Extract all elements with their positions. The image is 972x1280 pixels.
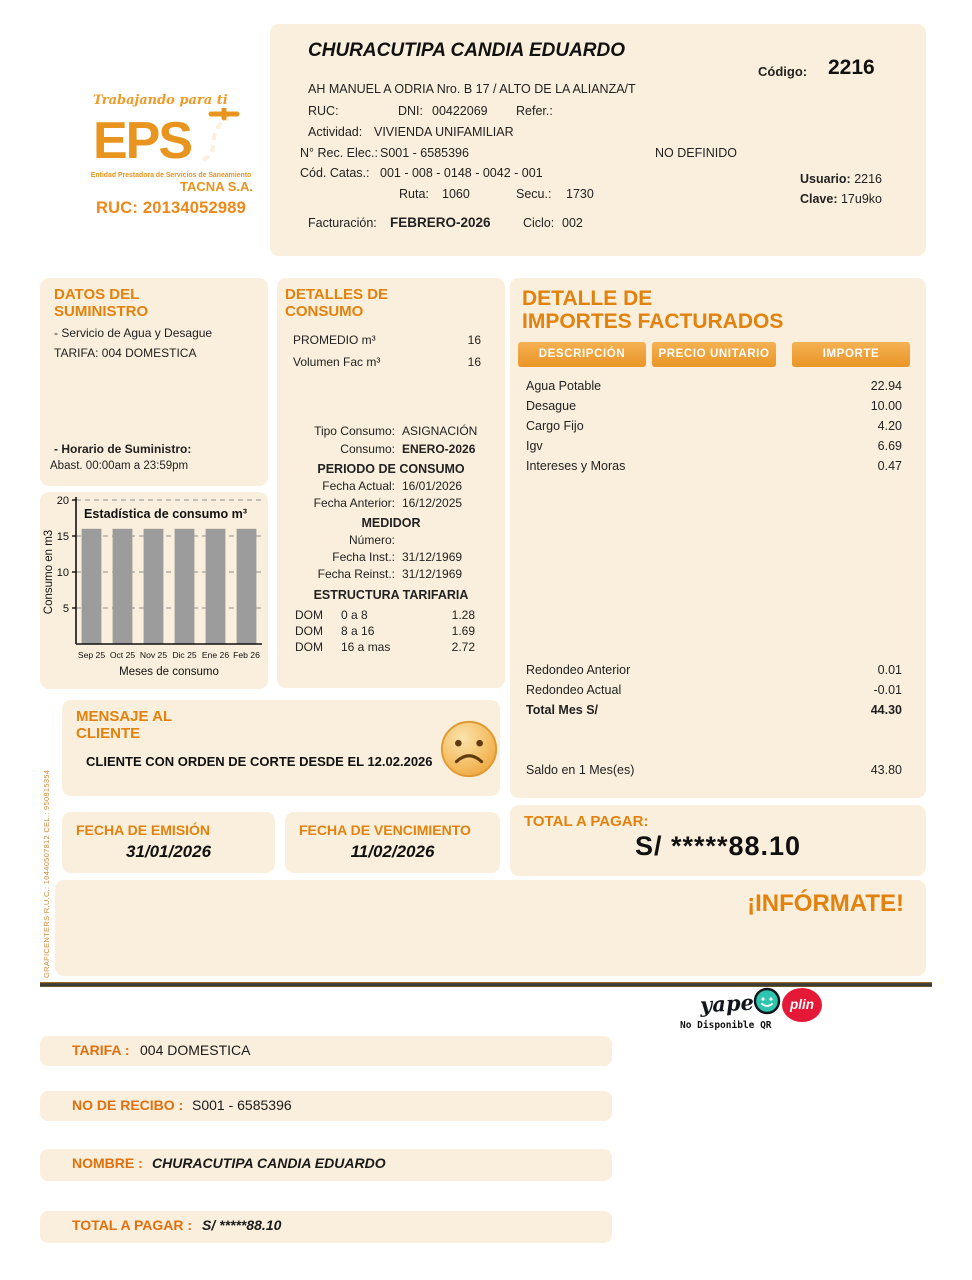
consumo-title: DETALLES DE CONSUMO xyxy=(285,286,389,320)
tarifa-cell: 0 a 8 xyxy=(341,608,368,622)
facturacion-label: Facturación: xyxy=(308,216,377,230)
fecha-actual-label: Fecha Actual: xyxy=(322,479,395,493)
consumption-chart xyxy=(40,492,268,694)
actividad-value: VIVIENDA UNIFAMILIAR xyxy=(374,125,514,139)
row-importe: -0.01 xyxy=(873,683,902,697)
svg-text:Ene 26: Ene 26 xyxy=(201,650,230,660)
importes-title-line2: IMPORTES FACTURADOS xyxy=(522,309,784,333)
recibo-field xyxy=(40,1091,612,1121)
suministro-title: DATOS DEL SUMINISTRO xyxy=(54,286,149,320)
secu-label: Secu.: xyxy=(516,187,552,201)
dni-label: DNI: xyxy=(398,104,423,118)
importe-row xyxy=(510,376,926,396)
volumen-row xyxy=(277,352,505,372)
fecha-anterior-value: 16/12/2025 xyxy=(402,496,463,510)
fecha-inst-value: 31/12/1969 xyxy=(402,550,463,564)
redondeo-row xyxy=(510,660,926,680)
volumen-label: Volumen Fac m³ xyxy=(293,355,381,369)
facturacion-value: FEBRERO-2026 xyxy=(390,215,491,230)
total-mes-value: 44.30 xyxy=(870,703,902,717)
promedio-row xyxy=(277,330,505,350)
col-header-descripcion: DESCRIPCIÓN xyxy=(518,342,646,367)
logo-subtitle: Entidad Prestadora de Servicios de Saneamiento xyxy=(90,172,252,179)
horario-label: - Horario de Suministro: xyxy=(54,442,192,456)
col-header-importe: IMPORTE xyxy=(792,342,910,367)
informate-panel xyxy=(55,880,926,976)
recibo-field-label: NO DE RECIBO : xyxy=(72,1097,184,1113)
importe-row xyxy=(510,396,926,416)
row-desc: Cargo Fijo xyxy=(526,419,584,433)
rec-elec-value: S001 - 6585396 xyxy=(380,146,469,160)
row-desc: Igv xyxy=(526,439,543,453)
faucet-icon xyxy=(211,109,237,118)
total-mes-row xyxy=(510,700,926,720)
tarifa-row xyxy=(277,624,505,640)
logo-ruc: RUC: 20134052989 xyxy=(96,199,246,217)
usuario-label: Usuario: xyxy=(800,172,851,186)
row-desc: Redondeo Actual xyxy=(526,683,622,697)
total-pagar-panel xyxy=(510,805,926,876)
fecha-vencimiento-title: FECHA DE VENCIMIENTO xyxy=(299,822,471,838)
tarifa-cell: DOM xyxy=(295,608,323,622)
saldo-value: 43.80 xyxy=(870,763,902,777)
consumo-mes-row xyxy=(277,442,505,456)
total-field xyxy=(40,1211,612,1243)
clave-row xyxy=(800,192,882,206)
tarifa-field-label: TARIFA : xyxy=(72,1042,130,1058)
tarifa-field xyxy=(40,1036,612,1066)
ruta-label: Ruta: xyxy=(399,187,429,201)
redondeo-row xyxy=(510,680,926,700)
usuario-value: 2216 xyxy=(854,172,882,186)
fecha-actual-value: 16/01/2026 xyxy=(402,479,463,493)
fecha-anterior-row xyxy=(277,496,505,510)
logo-tagline: Trabajando para ti xyxy=(93,93,228,108)
promedio-label: PROMEDIO m³ xyxy=(293,333,376,347)
company-logo xyxy=(85,93,257,225)
row-importe: 22.94 xyxy=(870,379,902,393)
row-desc: Agua Potable xyxy=(526,379,602,393)
total-pagar-value: S/ *****88.10 xyxy=(634,831,802,861)
svg-text:Estadística de consumo m³: Estadística de consumo m³ xyxy=(84,507,248,521)
refer-label: Refer.: xyxy=(516,104,553,118)
catastro-label: Cód. Catas.: xyxy=(300,166,370,180)
promedio-value: 16 xyxy=(467,333,481,347)
rec-elec-label: N° Rec. Elec.: xyxy=(300,146,378,160)
tarifa-cell: 1.69 xyxy=(451,624,475,638)
medidor-title: MEDIDOR xyxy=(361,516,421,530)
logo-brand-text: EPS xyxy=(93,112,192,166)
recibo-field-value: S001 - 6585396 xyxy=(192,1097,292,1113)
fecha-vencimiento-panel xyxy=(285,812,500,873)
fecha-reinst-row xyxy=(277,567,505,581)
secu-value: 1730 xyxy=(566,187,594,201)
ciclo-label: Ciclo: xyxy=(523,216,555,230)
nombre-field-value: CHURACUTIPA CANDIA EDUARDO xyxy=(152,1155,386,1171)
sad-face-icon xyxy=(438,718,500,780)
row-desc: Redondeo Anterior xyxy=(526,663,631,677)
nombre-field-label: NOMBRE : xyxy=(72,1155,143,1171)
importe-row xyxy=(510,436,926,456)
tarifa-cell: 16 a mas xyxy=(341,640,391,654)
servicio-line: - Servicio de Agua y Desague xyxy=(54,326,213,340)
svg-text:15: 15 xyxy=(56,531,69,543)
importes-rows xyxy=(510,376,926,476)
periodo-title: PERIODO DE CONSUMO xyxy=(317,462,465,476)
col-header-precio-unitario: PRECIO UNITARIO xyxy=(652,342,776,367)
total-field-value: S/ *****88.10 xyxy=(202,1217,282,1233)
row-importe: 6.69 xyxy=(877,439,902,453)
codigo-label: Código: xyxy=(758,64,808,79)
customer-address: AH MANUEL A ODRIA Nro. B 17 / ALTO DE LA ALIANZA/T xyxy=(308,82,636,96)
svg-text:Dic 25: Dic 25 xyxy=(172,650,197,660)
row-importe: 10.00 xyxy=(870,399,902,413)
horario-value: Abast. 00:00am a 23:59pm xyxy=(50,460,189,472)
logo-company: TACNA S.A. xyxy=(180,179,253,194)
codigo-value: 2216 xyxy=(828,56,875,79)
tipo-consumo-row xyxy=(277,424,505,438)
saldo-label: Saldo en 1 Mes(es) xyxy=(526,763,635,777)
estructura-title: ESTRUCTURA TARIFARIA xyxy=(313,588,469,602)
section-divider xyxy=(40,982,932,987)
clave-value: 17u9ko xyxy=(840,192,882,206)
row-importe: 4.20 xyxy=(877,419,902,433)
volumen-value: 16 xyxy=(467,355,481,369)
fecha-emision-title: FECHA DE EMISIÓN xyxy=(76,822,211,838)
tarifa-cell: 1.28 xyxy=(451,608,475,622)
svg-text:20: 20 xyxy=(56,495,69,507)
yape-bubble-icon xyxy=(753,987,781,1015)
fecha-reinst-label: Fecha Reinst.: xyxy=(317,567,395,581)
catastro-value: 001 - 008 - 0148 - 0042 - 001 xyxy=(380,166,543,180)
yape-logo: yape xyxy=(699,989,755,1018)
mensaje-title xyxy=(76,709,172,743)
fecha-emision-panel xyxy=(62,812,275,873)
svg-text:Feb 26: Feb 26 xyxy=(233,650,260,660)
tarifa-row xyxy=(277,608,505,624)
numero-label: Número: xyxy=(348,533,395,547)
fecha-emision-value: 31/01/2026 xyxy=(125,842,212,861)
tipo-value: ASIGNACIÓN xyxy=(402,424,478,438)
actividad-label: Actividad: xyxy=(308,125,363,139)
customer-name: CHURACUTIPA CANDIA EDUARDO xyxy=(308,40,626,61)
tarifa-cell: DOM xyxy=(295,624,323,638)
ruta-value: 1060 xyxy=(442,187,470,201)
importes-title xyxy=(522,288,902,333)
suministro-panel xyxy=(40,278,268,486)
total-field-label: TOTAL A PAGAR : xyxy=(72,1217,193,1233)
tarifa-field-value: 004 DOMESTICA xyxy=(140,1042,251,1058)
fecha-reinst-value: 31/12/1969 xyxy=(402,567,463,581)
fecha-anterior-label: Fecha Anterior: xyxy=(313,496,395,510)
fecha-inst-row xyxy=(277,550,505,564)
row-importe: 0.01 xyxy=(877,663,902,677)
clave-label: Clave: xyxy=(799,192,838,206)
nombre-field xyxy=(40,1149,612,1181)
row-importe: 0.47 xyxy=(877,459,902,473)
mensaje-title-line1: MENSAJE AL xyxy=(76,708,173,725)
informate-text: ¡INFÓRMATE! xyxy=(747,890,904,917)
total-mes-label: Total Mes S/ xyxy=(526,703,599,717)
tarifa-cell: 2.72 xyxy=(451,640,475,654)
mensaje-text: CLIENTE CON ORDEN DE CORTE DESDE EL 12.02.2026 xyxy=(86,754,433,769)
row-desc: Desague xyxy=(526,399,577,413)
fecha-actual-row xyxy=(277,479,505,493)
eps-logo-icon xyxy=(91,108,251,166)
numero-row xyxy=(277,533,505,547)
svg-text:10: 10 xyxy=(56,567,69,579)
plin-logo: plin xyxy=(782,988,822,1022)
saldo-row xyxy=(510,760,926,780)
svg-text:Nov 25: Nov 25 xyxy=(139,650,168,660)
fecha-inst-label: Fecha Inst.: xyxy=(332,550,395,564)
redondeo-rows xyxy=(510,660,926,700)
tarifa-row xyxy=(277,640,505,656)
consumo-label: Consumo: xyxy=(340,442,395,456)
total-pagar-label: TOTAL A PAGAR: xyxy=(524,813,649,830)
ciclo-value: 002 xyxy=(562,216,583,230)
tarifa-line: TARIFA: 004 DOMESTICA xyxy=(54,346,197,360)
consumo-panel xyxy=(277,278,505,688)
row-desc: Intereses y Moras xyxy=(526,459,626,473)
importes-title-line1: DETALLE DE xyxy=(522,287,653,310)
ruc-label: RUC: xyxy=(308,104,339,118)
importe-row xyxy=(510,456,926,476)
svg-text:Meses de consumo: Meses de consumo xyxy=(119,666,219,678)
fecha-vencimiento-value: 11/02/2026 xyxy=(350,842,435,861)
consumo-value: ENERO-2026 xyxy=(402,442,476,456)
road-stripe-icon xyxy=(203,118,229,160)
importe-row xyxy=(510,416,926,436)
no-definido-text: NO DEFINIDO xyxy=(655,146,737,160)
svg-text:Consumo en m3: Consumo en m3 xyxy=(43,529,55,615)
mensaje-panel xyxy=(62,700,500,796)
tipo-label: Tipo Consumo: xyxy=(314,424,395,438)
customer-header-panel xyxy=(270,24,926,256)
tarifa-cell: DOM xyxy=(295,640,323,654)
mensaje-title-line2: CLIENTE xyxy=(76,724,141,742)
svg-text:5: 5 xyxy=(62,603,69,615)
printer-credit-vertical-text: GRAFICENTERS R.U.C.: 10440507812 CEL.: 950815354 xyxy=(42,769,51,978)
consumption-chart-panel xyxy=(40,492,268,689)
svg-text:Oct 25: Oct 25 xyxy=(109,650,136,660)
importes-panel xyxy=(510,278,926,798)
dni-value: 00422069 xyxy=(432,104,488,118)
no-qr-text: No Disponible QR xyxy=(680,1020,772,1031)
estructura-rows xyxy=(277,608,505,656)
tarifa-cell: 8 a 16 xyxy=(341,624,375,638)
usuario-row xyxy=(800,172,882,186)
svg-text:Sep 25: Sep 25 xyxy=(77,650,106,660)
